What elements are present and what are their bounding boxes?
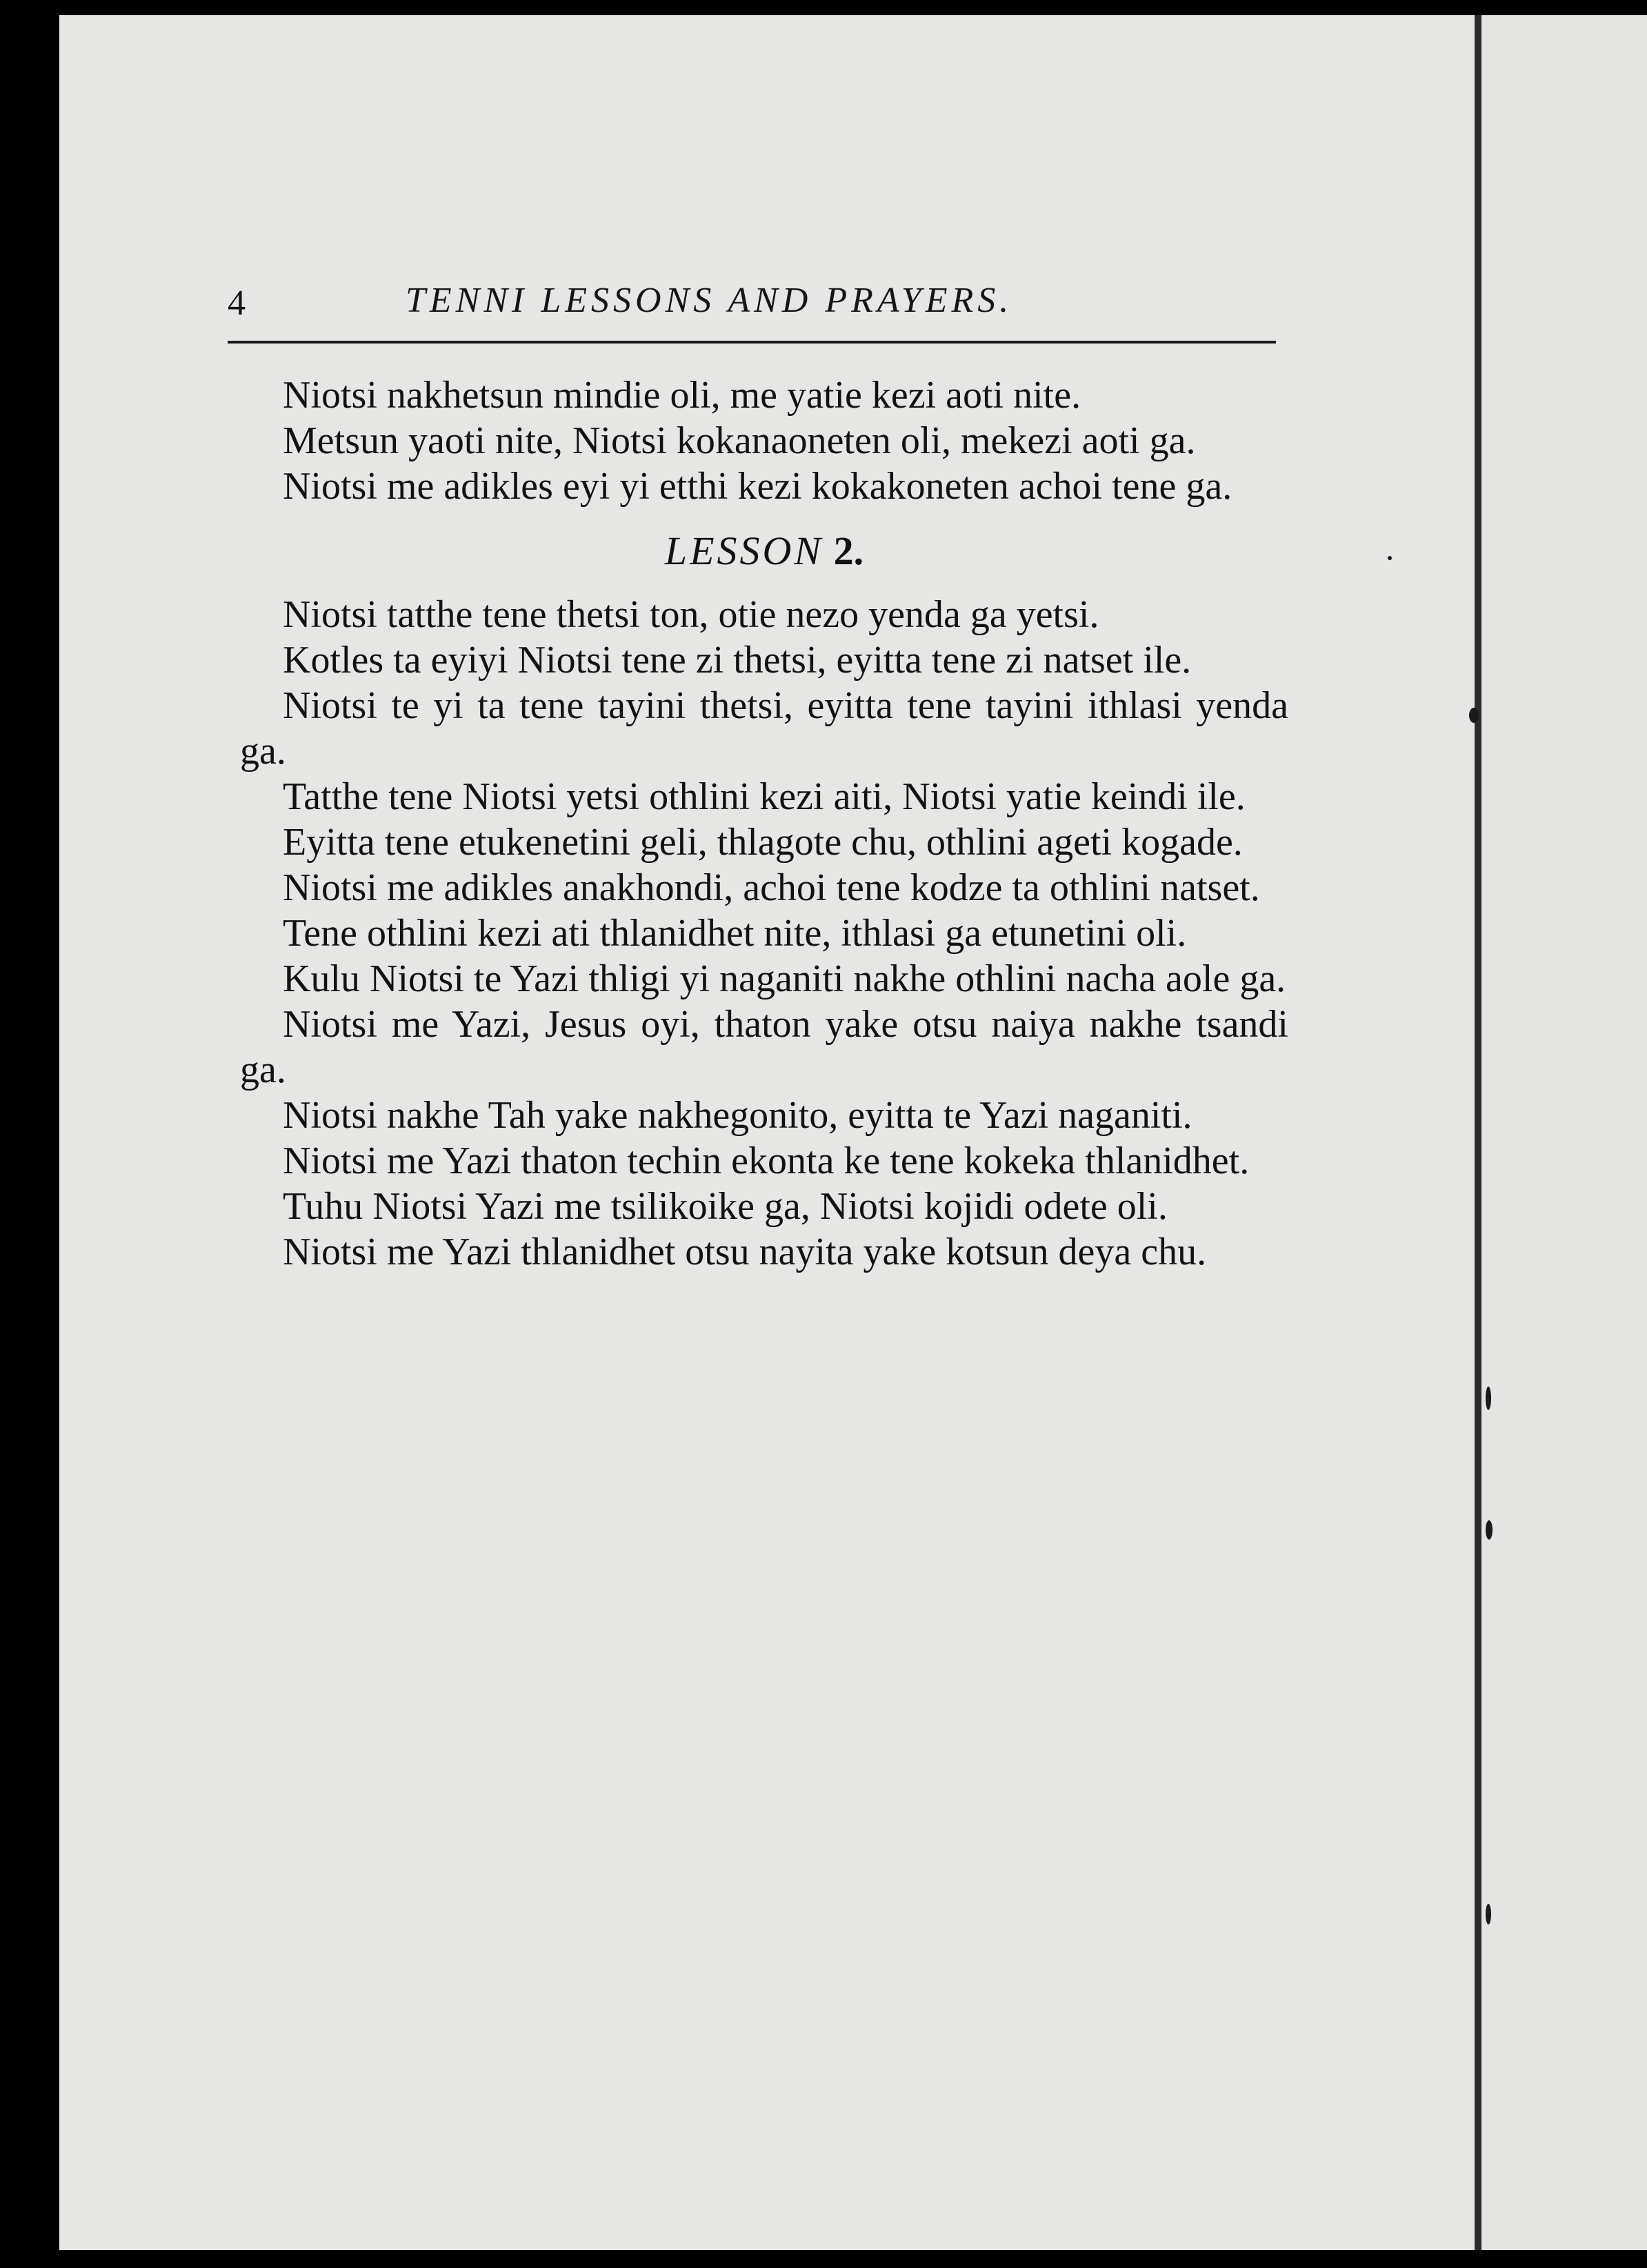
header-rule (228, 341, 1276, 344)
body-text (240, 372, 1288, 1275)
page-header (228, 276, 1276, 331)
running-title: TENNI LESSONS AND PRAYERS. (406, 281, 1013, 320)
scan-speck (1486, 1520, 1493, 1540)
scan-speck (1486, 1904, 1491, 1924)
lesson-heading-number: 2. (833, 528, 864, 573)
page-gutter-edge (1475, 15, 1481, 2250)
lesson-paragraph-8: Kulu Niotsi te Yazi thligi yi naganiti nakhe othlini nacha aole ga. (283, 957, 1286, 1000)
scan-speck (1486, 1386, 1491, 1410)
lesson-paragraph-3: Niotsi te yi ta tene tayini thetsi, eyitta tene tayini ithlasi yenda ga. (240, 684, 1288, 773)
lesson-heading (240, 527, 1288, 575)
page-number: 4 (228, 284, 246, 323)
lesson-paragraph-6: Niotsi me adikles anakhondi, achoi tene kodze ta othlini natset. (283, 866, 1260, 909)
lesson-paragraph-13: Niotsi me Yazi thlanidhet otsu nayita yake kotsun deya chu. (283, 1231, 1207, 1273)
right-page-paper (1481, 15, 1647, 2250)
lesson-paragraph-7: Tene othlini kezi ati thlanidhet nite, ithlasi ga etunetini oli. (283, 912, 1187, 955)
lesson-paragraph-2: Kotles ta eyiyi Niotsi tene zi thetsi, eyitta tene zi natset ile. (283, 639, 1192, 682)
lesson-paragraph-4: Tatthe tene Niotsi yetsi othlini kezi aiti, Niotsi yatie keindi ile. (283, 775, 1246, 818)
lesson-paragraph-12: Tuhu Niotsi Yazi me tsilikoike ga, Niotsi kojidi odete oli. (283, 1185, 1168, 1228)
intro-paragraph-3: Niotsi me adikles eyi yi etthi kezi kokakoneten achoi tene ga. (283, 465, 1232, 508)
intro-paragraph-1: Niotsi nakhetsun mindie oli, me yatie kezi aoti nite. (283, 374, 1081, 417)
intro-paragraph-2: Metsun yaoti nite, Niotsi kokanaoneten oli, mekezi aoti ga. (283, 419, 1196, 462)
lesson-paragraph-1: Niotsi tatthe tene thetsi ton, otie nezo yenda ga yetsi. (283, 593, 1099, 636)
scan-speck (1469, 708, 1479, 723)
lesson-paragraph-10: Niotsi nakhe Tah yake nakhegonito, eyitta te Yazi naganiti. (283, 1094, 1192, 1137)
lesson-paragraph-11: Niotsi me Yazi thaton techin ekonta ke tene kokeka thlanidhet. (283, 1140, 1250, 1182)
scan-speck (1388, 556, 1392, 560)
lesson-heading-word: LESSON (664, 528, 824, 573)
lesson-paragraph-5: Eyitta tene etukenetini geli, thlagote chu, othlini ageti kogade. (283, 821, 1243, 864)
lesson-paragraph-9: Niotsi me Yazi, Jesus oyi, thaton yake otsu naiya nakhe tsandi ga. (240, 1003, 1288, 1091)
